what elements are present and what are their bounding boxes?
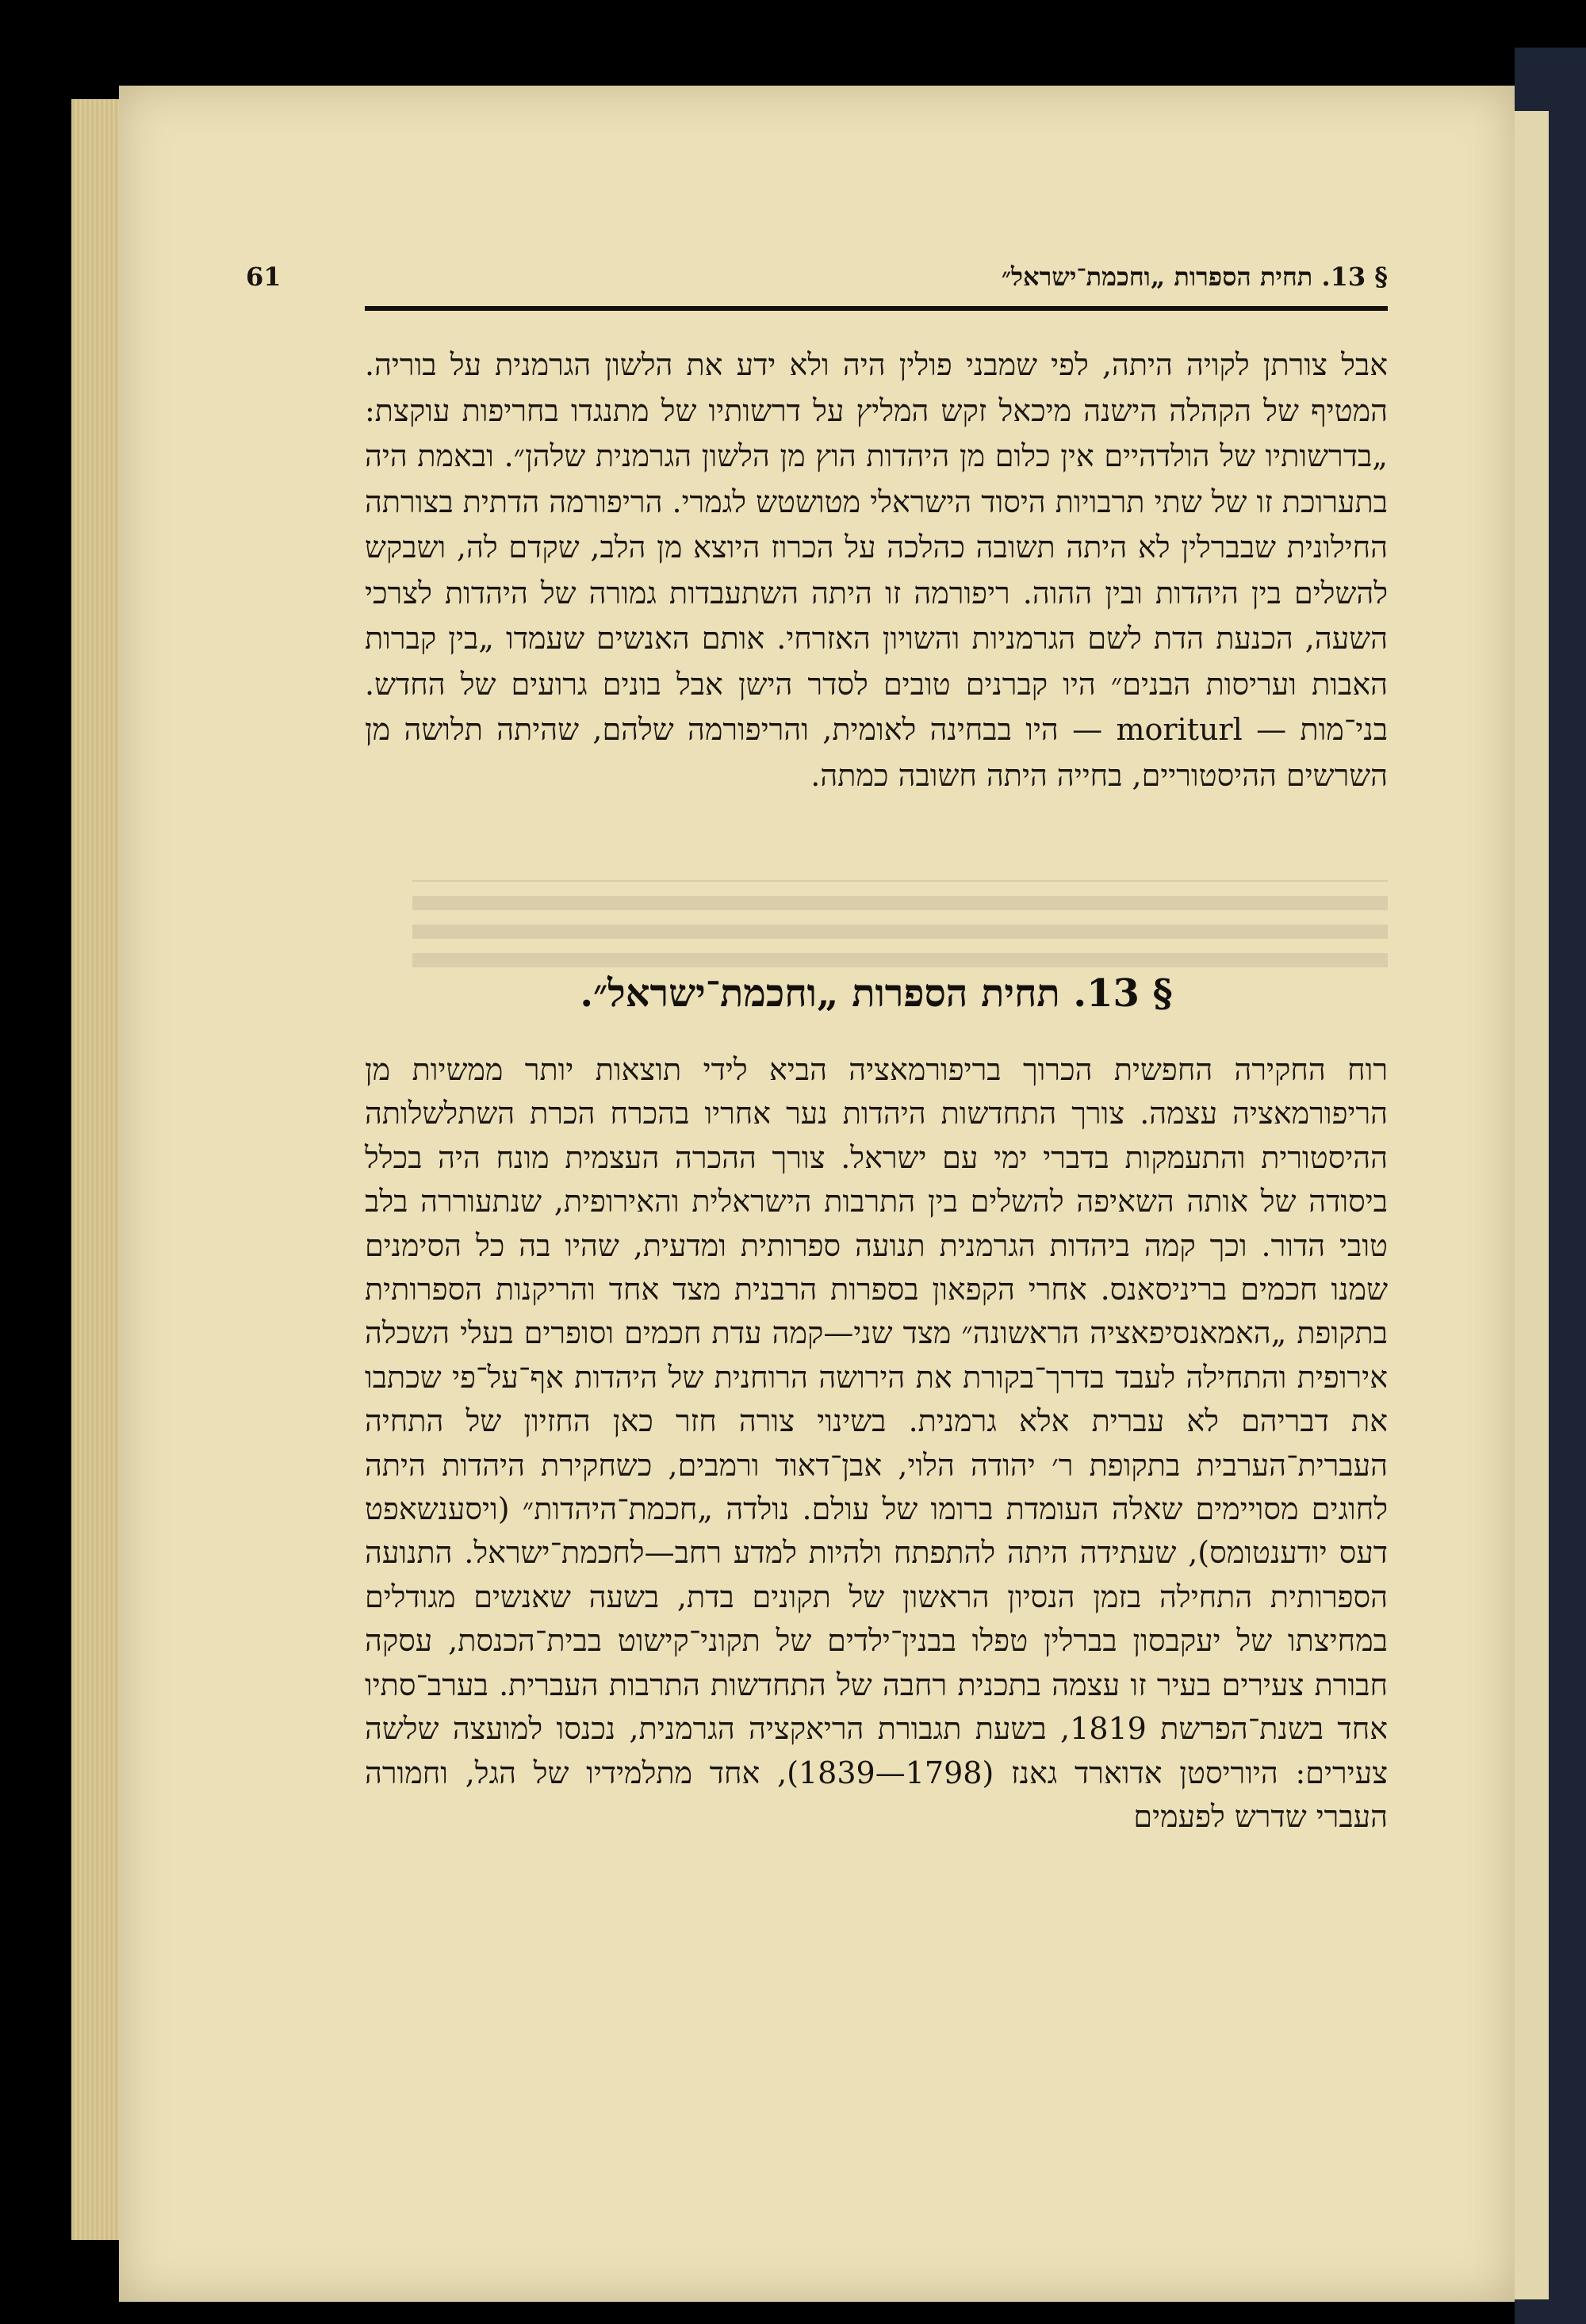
show-through-bleed: [412, 880, 1388, 967]
page-number: 61: [246, 262, 282, 292]
running-head: [246, 254, 1388, 301]
paragraph-2: רוח החקירה החפשית הכרוך בריפורמאציה הביא לידי תוצאות יותר ממשיות מן הריפורמאציה עצמה. צורך התחדשות היהדות נער אחריו בהכרח הכרת השתלשלותה ההיסטורית והתעמקות בדברי ימי עם ישראל. צורך ההכרה העצמית מונח היה בכלל ביסודה של אותה השאיפה להשלים בין התרבות הישראלית והאירופית, שנתעוררה בלב טובי הדור. וכך קמה ביהדות הגרמנית תנועה ספרותית ומדעית, שהיו בה כל הסימנים שמנו חכמים בריניסאנס. אחרי הקפאון בספרות הרבנית מצד אחד והריקנות הספרותית בתקופת „האמאנסיפאציה הראשונה״ מצד שני—קמה עדת חכמים וסופרים בעלי השכלה אירופית והתחילה לעבד בדרך־בקורת את הירושה הרוחנית של היהדות אף־על־פי שכתבו את דבריהם לא עברית אלא גרמנית. בשינוי צורה חזר כאן החזיון של התחיה העברית־הערבית בתקופת ר׳ יהודה הלוי, אבן־דאוד ורמבים, כשחקירת היהדות היתה לחוגים מסויימים שאלה העומדת ברומו של עולם. נולדה „חכמת־היהדות״ (ויסענשאפט דעס יודענטומס), שעתידה היתה להתפתח ולהיות למדע רחב—לחכמת־ישראל. התנועה הספרותית התחילה בזמן הנסיון הראשון של תקונים בדת, בשעה שאנשים מגודלים במחיצתו של יעקבסון בברלין טפלו בבנין־ילדים של תקוני־קישוט בבית־הכנסת, עסקה חבורת צעירים בעיר זו עצמה בתכנית רחבה של התחדשות התרבות העברית. בערב־סתיו אחד בשנת־הפרשת 1819, בשעת תגבורת הריאקציה הגרמנית, נכנסו למועצה שלשה צעירים: היוריסטן אדוארד גאנז (1798—1839), אחד מתלמידיו של הגל, וחמורה העברי שדרש לפעמים: [365, 1052, 1388, 1834]
paragraph-1: אבל צורתן לקויה היתה, לפי שמבני פולין היה ולא ידע את הלשון הגרמנית על בוריה. המטיף של הקהלה הישנה מיכאל זקש המליץ על דרשותיו של מתנגדו בחריפות עוקצת: „בדרשותיו של הולדהיים אין כלום מן היהדות הוץ מן הלשון הגרמנית שלהן״. ובאמת היה בתערוכת זו של שתי תרבויות היסוד הישראלי מטושטש לגמרי. הריפורמה הדתית בצורתה החילונית שבברלין לא היתה תשובה כהלכה על הכרוז היוצא מן הלב, שקדם לה, ושבקש להשלים בין היהדות ובין ההוה. ריפורמה זו היתה השתעבדות גמורה של היהדות לצרכי השעה, הכנעת הדת לשם הגרמניות והשויון האזרחי. אותם האנשים שעמדו „בין קברות האבות ועריסות הבנים״ היו קברנים טובים לסדר הישן אבל בונים גרועים של החדש. בני־מות — moriturl — היו בבחינה לאומית, והריפורמה שלהם, שהיתה תלושה מן השרשים ההיסטוריים, בחייה היתה חשובה כמתה.: [365, 347, 1389, 793]
header-rule: [365, 306, 1388, 311]
running-title: § 13. תחית הספרות „וחכמת־ישראל״: [1001, 262, 1388, 292]
section-heading: § 13. תחית הספרות „וחכמת־ישראל״.: [580, 971, 1173, 1016]
